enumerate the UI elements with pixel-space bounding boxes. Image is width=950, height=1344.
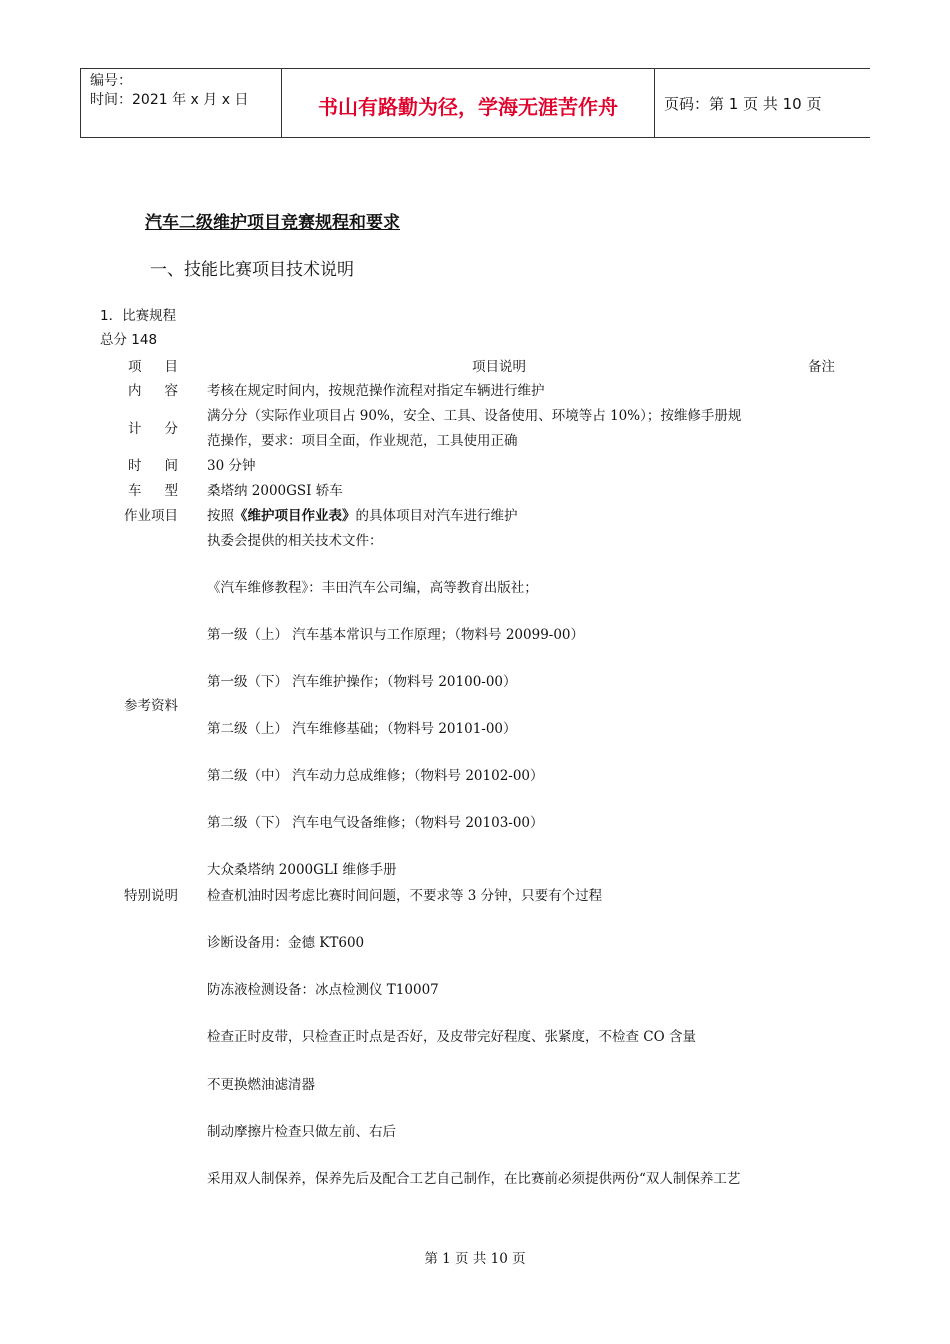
special-line: 不更换燃油滤清器 [207, 1077, 315, 1093]
col-header-item: 项 目 [128, 359, 178, 375]
row-text-time: 30 分钟 [207, 458, 256, 474]
page-info: 页码：第 1 页 共 10 页 [664, 95, 822, 113]
row-label-model: 车 型 [128, 483, 178, 499]
work-suffix: 的具体项目对汽车进行维护 [355, 508, 518, 524]
row-label-time: 时 间 [128, 458, 178, 474]
number-label: 编号： [90, 73, 132, 89]
header-info-cell [90, 72, 248, 110]
row-label-work: 作业项目 [124, 508, 178, 524]
ref-line: 第一级（下） 汽车维护操作；（物料号 20100-00） [207, 674, 517, 690]
ref-line: 大众桑塔纳 2000GLI 维修手册 [207, 862, 397, 878]
section-heading: 一、技能比赛项目技术说明 [150, 260, 354, 280]
page-footer: 第 1 页 共 10 页 [424, 1251, 526, 1267]
special-line: 检查正时皮带，只检查正时点是否好，及皮带完好程度、张紧度，不检查 CO 含量 [207, 1029, 696, 1045]
ref-line: 第二级（上） 汽车维修基础；（物料号 20101-00） [207, 721, 517, 737]
header-divider-2 [654, 69, 655, 137]
row-text-work [207, 504, 518, 524]
header-border-left [80, 69, 81, 137]
total-score: 总分 148 [100, 332, 158, 348]
ref-line: 第二级（中） 汽车动力总成维修；（物料号 20102-00） [207, 768, 544, 784]
ref-line: 第一级（上） 汽车基本常识与工作原理；（物料号 20099-00） [207, 627, 585, 643]
row-text-score-2: 范操作，要求：项目全面，作业规范，工具使用正确 [207, 433, 518, 449]
row-label-reference: 参考资料 [124, 698, 178, 714]
col-header-desc: 项目说明 [472, 359, 526, 375]
col-header-note: 备注 [808, 359, 835, 375]
ref-line: 《汽车维修教程》：丰田汽车公司编，高等教育出版社； [207, 580, 538, 596]
work-form-name: 《维护项目作业表》 [234, 508, 356, 524]
special-line: 制动摩擦片检查只做左前、右后 [207, 1124, 396, 1140]
time-label: 时间：2021 年 x 月 x 日 [90, 92, 249, 108]
subsection-heading: 1．比赛规程 [100, 308, 177, 324]
ref-line: 执委会提供的相关技术文件： [207, 533, 383, 549]
ref-line: 第二级（下） 汽车电气设备维修；（物料号 20103-00） [207, 815, 544, 831]
row-label-score: 计 分 [128, 421, 178, 437]
special-line: 诊断设备用：金德 KT600 [207, 935, 365, 951]
motto: 书山有路勤为径，学海无涯苦作舟 [318, 95, 618, 119]
header-table [80, 68, 870, 138]
row-label-special: 特别说明 [124, 888, 178, 904]
document-title: 汽车二级维护项目竞赛规程和要求 [145, 213, 400, 233]
special-line: 检查机油时因考虑比赛时间问题，不要求等 3 分钟，只要有个过程 [207, 888, 603, 904]
work-prefix: 按照 [207, 508, 234, 524]
special-line: 采用双人制保养，保养先后及配合工艺自己制作，在比赛前必须提供两份“双人制保养工艺 [207, 1171, 741, 1187]
row-label-content: 内 容 [128, 383, 178, 399]
row-text-content: 考核在规定时间内，按规范操作流程对指定车辆进行维护 [207, 383, 545, 399]
row-text-model: 桑塔纳 2000GSI 轿车 [207, 483, 343, 499]
row-text-score-1: 满分分（实际作业项目占 90%，安全、工具、设备使用、环境等占 10%）；按维修手册规 [207, 408, 742, 424]
special-line: 防冻液检测设备：冰点检测仪 T10007 [207, 982, 439, 998]
